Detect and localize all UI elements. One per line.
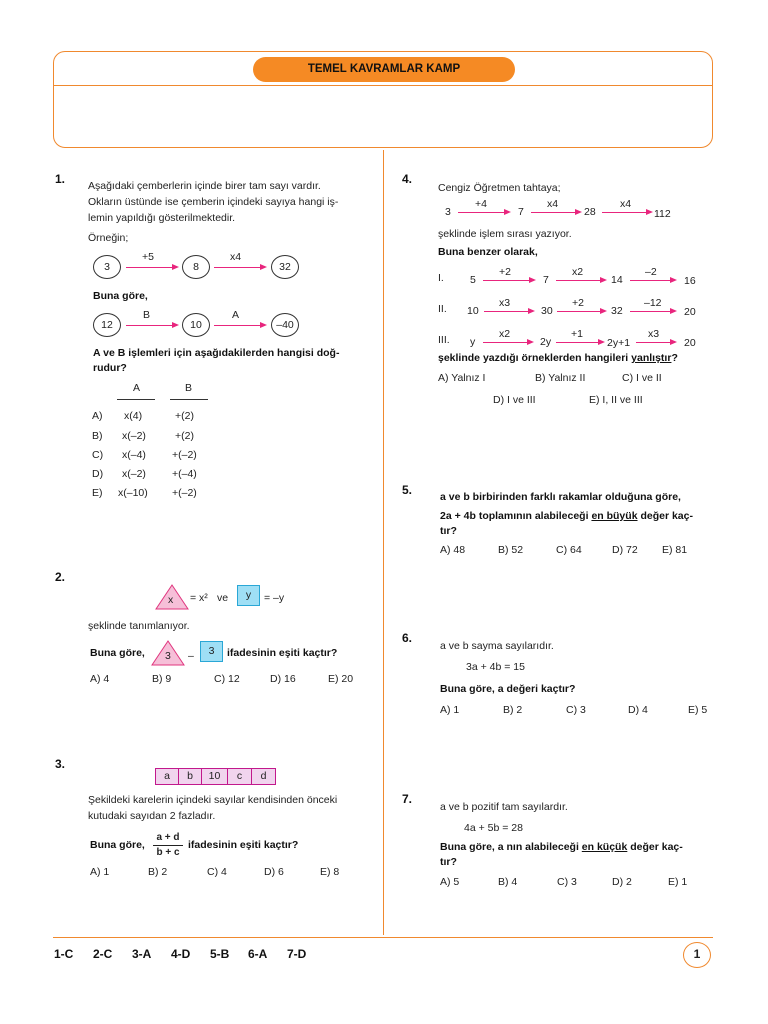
q4-row1-o2: x2 bbox=[572, 266, 584, 278]
q1-option-c-a: x(–4) bbox=[122, 449, 146, 461]
q7-line2: Buna göre, a nın alabileceği en küçük değer kaç- bbox=[440, 841, 683, 853]
q2-def1: = x² bbox=[190, 592, 208, 604]
answer-key-2: 2-C bbox=[93, 947, 113, 961]
q1-ex-circle-1: 3 bbox=[93, 255, 121, 279]
answer-key-4: 4-D bbox=[171, 947, 191, 961]
q1-option-b-a: x(–2) bbox=[122, 430, 146, 442]
q4-row3-o1: x2 bbox=[499, 328, 511, 340]
q4-option-e[interactable]: E) I, II ve III bbox=[589, 394, 643, 406]
q1-circle-3: –40 bbox=[271, 313, 299, 337]
q1-question-line1: A ve B işlemleri için aşağıdakilerden hangisi doğ- bbox=[93, 347, 340, 359]
q1-option-b-letter[interactable]: B) bbox=[92, 430, 103, 442]
header-divider bbox=[53, 85, 713, 86]
q4-option-c[interactable]: C) I ve II bbox=[622, 372, 662, 384]
q1-ex-circle-3: 32 bbox=[271, 255, 299, 279]
q6-option-b[interactable]: B) 2 bbox=[503, 704, 523, 716]
q6-equation: 3a + 4b = 15 bbox=[466, 661, 525, 673]
q4-row2-o3: –12 bbox=[644, 297, 662, 309]
q2-minus: – bbox=[188, 650, 194, 662]
q7-option-c[interactable]: C) 3 bbox=[557, 876, 577, 888]
q4-row3-v1: y bbox=[470, 336, 476, 348]
q1-ex-op-2: x4 bbox=[230, 251, 242, 263]
q1-ex-arrow-2 bbox=[214, 267, 264, 268]
q4-row2-o1: x3 bbox=[499, 297, 511, 309]
q4-row3-arrow-3 bbox=[636, 342, 674, 343]
q6-line1: a ve b sayma sayılarıdır. bbox=[440, 640, 554, 652]
q1-col-b-rule bbox=[170, 399, 208, 400]
q3-frac-denominator: b + c bbox=[156, 847, 180, 858]
q4-seq-v4: 112 bbox=[654, 208, 671, 220]
q4-row3-o3: x3 bbox=[648, 328, 660, 340]
q1-option-c-letter[interactable]: C) bbox=[92, 449, 104, 461]
q4-intro: Cengiz Öğretmen tahtaya; bbox=[438, 182, 561, 194]
q4-seq-o3: x4 bbox=[620, 198, 632, 210]
q1-ex-op-1: +5 bbox=[142, 251, 154, 263]
q1-option-b-b: +(2) bbox=[175, 430, 194, 442]
q1-text-line1: Aşağıdaki çemberlerin içinde birer tam sayı vardır. bbox=[88, 180, 321, 192]
q2-question: ifadesinin eşiti kaçtır? bbox=[227, 647, 338, 659]
answer-key-3: 3-A bbox=[132, 947, 152, 961]
q4-similar: Buna benzer olarak, bbox=[438, 246, 538, 258]
answer-key-5: 5-B bbox=[210, 947, 230, 961]
q1-example-label: Örneğin; bbox=[88, 232, 129, 244]
q3-question: ifadesinin eşiti kaçtır? bbox=[188, 839, 299, 851]
q5-line1: a ve b birbirinden farklı rakamlar olduğuna göre, bbox=[440, 491, 681, 503]
q4-writes: şeklinde işlem sırası yazıyor. bbox=[438, 228, 572, 240]
q1-circle-1: 12 bbox=[93, 313, 121, 337]
q1-option-a-b: +(2) bbox=[175, 410, 194, 422]
q4-row2-o2: +2 bbox=[572, 297, 584, 309]
q4-row2-roman: II. bbox=[438, 303, 447, 315]
q6-option-a[interactable]: A) 1 bbox=[440, 704, 460, 716]
q2-option-c[interactable]: C) 12 bbox=[214, 673, 240, 685]
q1-option-a-letter[interactable]: A) bbox=[92, 410, 103, 422]
q5-line3: tır? bbox=[440, 525, 457, 537]
q4-row2-v2: 30 bbox=[541, 305, 553, 317]
q1-option-c-b: +(–2) bbox=[172, 449, 197, 461]
q4-question-underlined: yanlıştır bbox=[631, 352, 672, 364]
q4-question: şeklinde yazdığı örneklerden hangileri yanlıştır? bbox=[438, 352, 678, 364]
q1-option-d-letter[interactable]: D) bbox=[92, 468, 104, 480]
q3-option-d[interactable]: D) 6 bbox=[264, 866, 284, 878]
q4-row1-arrow-3 bbox=[630, 280, 674, 281]
q7-option-d[interactable]: D) 2 bbox=[612, 876, 632, 888]
q4-row1-arrow-2 bbox=[556, 280, 604, 281]
q4-row1-v2: 7 bbox=[543, 274, 549, 286]
q5-option-d[interactable]: D) 72 bbox=[612, 544, 638, 556]
question-3-number: 3. bbox=[55, 757, 66, 771]
question-6-number: 6. bbox=[402, 631, 413, 645]
q4-row1-v1: 5 bbox=[470, 274, 476, 286]
q2-triangle-val: 3 bbox=[165, 650, 171, 662]
q4-row2-v4: 20 bbox=[684, 306, 696, 318]
q2-defined: şeklinde tanımlanıyor. bbox=[88, 620, 190, 632]
q1-ex-circle-2: 8 bbox=[182, 255, 210, 279]
q4-option-b[interactable]: B) Yalnız II bbox=[535, 372, 586, 384]
q5-option-c[interactable]: C) 64 bbox=[556, 544, 582, 556]
q1-col-a-header: A bbox=[133, 382, 141, 394]
q3-cell: d bbox=[251, 768, 276, 785]
q4-seq-arrow-2 bbox=[531, 212, 579, 213]
q1-arrow-2 bbox=[214, 325, 264, 326]
q1-text-line3: lemin yapıldığı gösterilmektedir. bbox=[88, 212, 236, 224]
q5-line2: 2a + 4b toplamının alabileceği en büyük değer kaç- bbox=[440, 510, 693, 522]
q1-option-d-a: x(–2) bbox=[122, 468, 146, 480]
q3-text-line2: kutudaki sayıdan 2 fazladır. bbox=[88, 810, 216, 822]
q4-seq-v2: 7 bbox=[518, 206, 524, 218]
q7-line2-underlined: en küçük bbox=[581, 841, 628, 853]
q4-row1-o1: +2 bbox=[499, 266, 511, 278]
q6-option-d[interactable]: D) 4 bbox=[628, 704, 648, 716]
q4-row1-arrow-1 bbox=[483, 280, 533, 281]
answer-key-7: 7-D bbox=[287, 947, 307, 961]
q2-triangle-var: x bbox=[168, 594, 174, 606]
q1-question-line2: rudur? bbox=[93, 362, 127, 374]
q1-arrow-1 bbox=[126, 325, 176, 326]
q3-buna-gore: Buna göre, bbox=[90, 839, 145, 851]
q3-frac-numerator: a + d bbox=[156, 832, 180, 843]
q1-op-a: A bbox=[232, 309, 240, 321]
q4-seq-v1: 3 bbox=[445, 206, 451, 218]
q1-option-e-b: +(–2) bbox=[172, 487, 197, 499]
q3-option-c[interactable]: C) 4 bbox=[207, 866, 227, 878]
q7-option-b[interactable]: B) 4 bbox=[498, 876, 518, 888]
q6-question: Buna göre, a değeri kaçtır? bbox=[440, 683, 576, 695]
q4-row3-arrow-1 bbox=[483, 342, 531, 343]
q2-def2: = –y bbox=[264, 592, 285, 604]
q7-line3: tır? bbox=[440, 856, 457, 868]
q4-row1-o3: –2 bbox=[645, 266, 657, 278]
q4-row2-arrow-1 bbox=[484, 311, 532, 312]
q1-option-a-a: x(4) bbox=[124, 410, 143, 422]
q4-row3-v3: 2y+1 bbox=[607, 337, 631, 349]
q3-frac-line bbox=[153, 845, 183, 846]
q4-row3-v4: 20 bbox=[684, 337, 696, 349]
q4-seq-o2: x4 bbox=[547, 198, 559, 210]
q4-row2-arrow-3 bbox=[630, 311, 674, 312]
q4-row2-v1: 10 bbox=[467, 305, 479, 317]
question-2-number: 2. bbox=[55, 570, 66, 584]
column-divider bbox=[383, 150, 384, 935]
q1-col-b-header: B bbox=[185, 382, 193, 394]
q6-option-c[interactable]: C) 3 bbox=[566, 704, 586, 716]
q5-line2-underlined: en büyük bbox=[591, 510, 638, 522]
q7-line1: a ve b pozitif tam sayılardır. bbox=[440, 801, 568, 813]
q4-option-a[interactable]: A) Yalnız I bbox=[438, 372, 486, 384]
q4-seq-arrow-1 bbox=[458, 212, 508, 213]
q2-square-3: 3 bbox=[200, 641, 223, 662]
q1-buna-gore: Buna göre, bbox=[93, 290, 148, 302]
q4-row1-v4: 16 bbox=[684, 275, 696, 287]
answer-key-1: 1-C bbox=[54, 947, 74, 961]
q3-option-b[interactable]: B) 2 bbox=[148, 866, 168, 878]
q3-cell: b bbox=[178, 768, 202, 785]
q2-option-b[interactable]: B) 9 bbox=[152, 673, 172, 685]
q2-option-a[interactable]: A) 4 bbox=[90, 673, 110, 685]
q4-row3-roman: III. bbox=[438, 334, 450, 346]
question-4-number: 4. bbox=[402, 172, 413, 186]
footer-divider bbox=[53, 937, 713, 938]
q3-cell: 10 bbox=[201, 768, 228, 785]
q4-row3-v2: 2y bbox=[540, 336, 552, 348]
q5-option-a[interactable]: A) 48 bbox=[440, 544, 466, 556]
q1-ex-arrow-1 bbox=[126, 267, 176, 268]
q7-equation: 4a + 5b = 28 bbox=[464, 822, 523, 834]
q4-row1-roman: I. bbox=[438, 272, 444, 284]
q1-option-e-a: x(–10) bbox=[118, 487, 148, 499]
question-5-number: 5. bbox=[402, 483, 413, 497]
q1-col-a-rule bbox=[117, 399, 155, 400]
q1-op-b: B bbox=[143, 309, 151, 321]
q4-row2-v3: 32 bbox=[611, 305, 623, 317]
q7-option-e[interactable]: E) 1 bbox=[668, 876, 688, 888]
q2-buna-gore: Buna göre, bbox=[90, 647, 145, 659]
q4-row3-o2: +1 bbox=[571, 328, 583, 340]
q3-option-a[interactable]: A) 1 bbox=[90, 866, 110, 878]
q2-ve: ve bbox=[217, 592, 229, 604]
q7-option-a[interactable]: A) 5 bbox=[440, 876, 460, 888]
q4-seq-v3: 28 bbox=[584, 206, 596, 218]
q1-circle-2: 10 bbox=[182, 313, 210, 337]
q4-option-d[interactable]: D) I ve III bbox=[493, 394, 536, 406]
q1-option-d-b: +(–4) bbox=[172, 468, 197, 480]
q3-cell-row bbox=[155, 768, 276, 785]
q2-option-d[interactable]: D) 16 bbox=[270, 673, 296, 685]
q5-option-e[interactable]: E) 81 bbox=[662, 544, 688, 556]
page-number: 1 bbox=[683, 942, 711, 968]
q4-row3-arrow-2 bbox=[556, 342, 602, 343]
answer-key-6: 6-A bbox=[248, 947, 268, 961]
q4-seq-arrow-3 bbox=[602, 212, 650, 213]
q2-square-y: y bbox=[237, 585, 260, 606]
q5-option-b[interactable]: B) 52 bbox=[498, 544, 524, 556]
q3-cell: a bbox=[155, 768, 179, 785]
q4-row1-v3: 14 bbox=[611, 274, 623, 286]
q4-seq-o1: +4 bbox=[475, 198, 487, 210]
q3-option-e[interactable]: E) 8 bbox=[320, 866, 340, 878]
q1-text-line2: Okların üstünde ise çemberin içindeki sayıya hangi iş- bbox=[88, 196, 339, 208]
q3-text-line1: Şekildeki karelerin içindeki sayılar kendisinden önceki bbox=[88, 794, 338, 806]
question-1-number: 1. bbox=[55, 172, 66, 186]
q1-option-e-letter[interactable]: E) bbox=[92, 487, 103, 499]
q3-cell: c bbox=[227, 768, 252, 785]
q2-option-e[interactable]: E) 20 bbox=[328, 673, 354, 685]
q6-option-e[interactable]: E) 5 bbox=[688, 704, 708, 716]
q4-row2-arrow-2 bbox=[557, 311, 604, 312]
page-title: TEMEL KAVRAMLAR KAMP bbox=[253, 57, 515, 82]
question-7-number: 7. bbox=[402, 792, 413, 806]
